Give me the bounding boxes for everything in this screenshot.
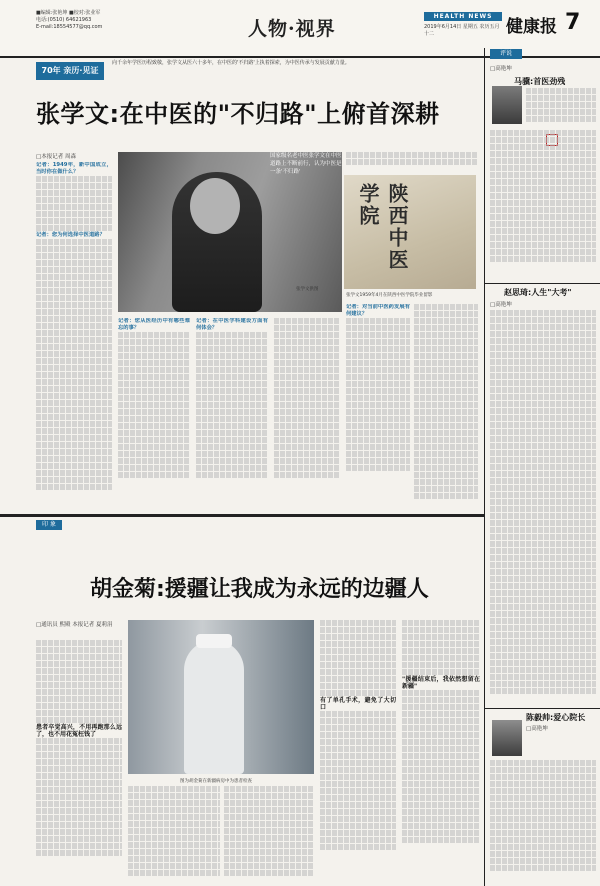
qa-question: 记者：1949年，新中国成立，当时你在做什么？ [36, 162, 112, 175]
review-text [490, 130, 596, 280]
article-column-6 [346, 304, 410, 508]
feature-byline: □本报记者 周森 [36, 154, 76, 160]
bottom-profile-text [490, 760, 596, 880]
review-title: 马骥:首医劲残 [514, 77, 566, 86]
section-divider [0, 514, 484, 517]
article-column-4 [274, 318, 340, 508]
article-column-1 [36, 162, 112, 508]
article-column-7 [414, 304, 478, 508]
profile-author: □高艳坤 [490, 302, 512, 308]
feature-headline: 张学文:在中医的"不归路"上俯首深耕 [36, 100, 440, 128]
portrait-face [190, 178, 240, 234]
health-news-label: HEALTH NEWS [424, 12, 502, 21]
header-contact [36, 10, 102, 31]
review-author-photo [492, 86, 522, 124]
qa-question: 记者：您为何选择中医道路？ [36, 232, 105, 238]
impression-tag: 印 象 [36, 520, 62, 530]
nurse-cap [196, 634, 232, 648]
qa-question: 记者：在中医学科建设方面有何体会？ [196, 318, 268, 331]
qa-question: 记者：对当前中医药发展有何建议？ [346, 304, 410, 317]
contact-line: 电话:(0510) 64621963 [36, 17, 92, 23]
feature2-column-4 [320, 620, 396, 880]
feature-intro: 向千余年学医历程致敬，张学文从医六十多年，在中医的'不归路'上执着探索，为中医传承与发展贡献力量。 [112, 60, 350, 66]
feature2-byline: □通讯员 熙殿 本报记者 夏莉涓 [36, 622, 113, 628]
contact-line: ■编辑:张艳坤 ■校对:张业军 [36, 10, 101, 16]
article-column-3 [196, 318, 268, 508]
nurse-photo-caption: 图为胡金菊在新疆病房中为患者检查 [180, 779, 252, 784]
graduation-photo [344, 175, 476, 289]
feature2-column-5 [402, 620, 480, 880]
nurse-photo [128, 620, 314, 774]
profile-text [490, 310, 596, 706]
section-title: 人物·视界 [248, 18, 336, 40]
feature2-headline: 胡金菊:援疆让我成为永远的边疆人 [90, 577, 429, 602]
subhead: "援疆结束后，我依然想留在新疆" [402, 676, 480, 690]
bottom-profile-author: □高艳坤 [526, 726, 548, 732]
bottom-profile-photo [492, 720, 522, 756]
graduation-photo-caption: 张学文1959年4月在陕西中医学院毕业留影 [346, 293, 433, 298]
feature2-column-1 [36, 640, 122, 880]
subhead: 患者卒觉高兴，不用再跑那么远了，也不用花冤枉钱了 [36, 724, 122, 738]
subhead: 有了单孔手术，避免了大切口 [320, 697, 396, 711]
calligraphy-sign: 陕西中医学院 [356, 183, 409, 271]
review-tag: 评说 [490, 49, 522, 59]
review-author: □高艳坤 [490, 66, 512, 72]
feature2-column-3 [224, 786, 314, 880]
sidebar-divider [484, 708, 600, 709]
qa-question: 记者：您从医经历中有哪些难忘的事？ [118, 318, 190, 331]
bottom-profile-title: 陈毅帅:爱心院长 [526, 713, 586, 722]
feature-tag: 70年 亲历·见证 [36, 62, 104, 80]
nurse-figure [184, 640, 244, 774]
page-number: 7 [565, 10, 581, 35]
header-date: 2019年6月14日 星期五 农历五月十二 [424, 24, 500, 37]
article-column-5-top [346, 152, 478, 172]
sidebar-divider [484, 283, 600, 284]
review-text-top [526, 88, 596, 126]
photo-credit: 张学文供图 [296, 287, 319, 292]
paper-name: 健康报 [506, 17, 557, 37]
contact-line: E-mail:18554577@qq.com [36, 24, 103, 30]
photo-quote: 国家级名老中医张学文在中医道路上不断前行，认为中医是一条'不归路' [270, 153, 342, 175]
article-column-2 [118, 318, 190, 508]
profile-title: 赵思琦:人生"大考" [504, 288, 572, 297]
feature2-column-2 [128, 786, 220, 880]
